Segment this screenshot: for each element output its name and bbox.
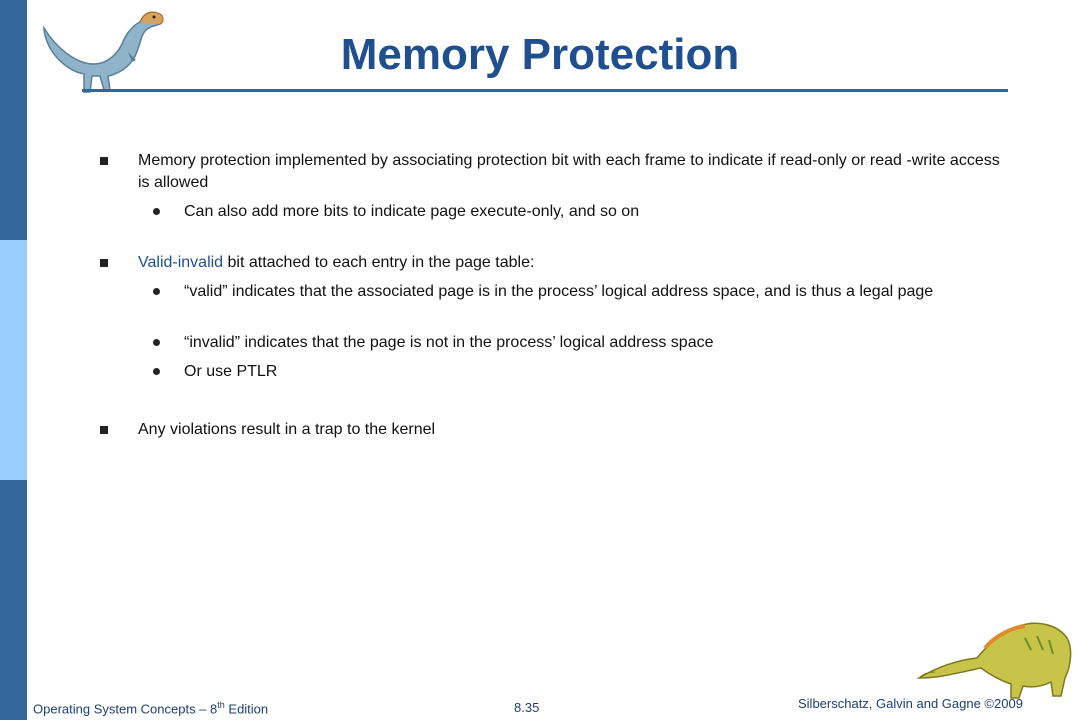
footer-page-number: 8.35 bbox=[514, 700, 540, 715]
highlighted-term: Valid-invalid bbox=[138, 254, 224, 271]
bullet-dot-icon bbox=[153, 368, 160, 375]
bullet-square-icon bbox=[100, 157, 108, 165]
sub-bullet-text: Can also add more bits to indicate page execute-only, and so on bbox=[184, 203, 640, 220]
bullet-text bbox=[138, 252, 1008, 274]
sub-bullet-text: Or use PTLR bbox=[184, 363, 278, 380]
sub-bullet-text: “invalid” indicates that the page is not in the process’ logical address space bbox=[184, 334, 714, 351]
bullet-text: Memory protection implemented by associating protection bit with each frame to indicate if read-only or read -write access is allowed bbox=[138, 152, 1000, 191]
dinosaur-icon bbox=[915, 608, 1075, 700]
bullet-dot-icon bbox=[153, 288, 160, 295]
bullet-text-rest: bit attached to each entry in the page table: bbox=[223, 254, 535, 271]
bullet-dot-icon bbox=[153, 208, 160, 215]
footer-authors: Silberschatz, Galvin and Gagne ©2009 bbox=[798, 696, 1023, 711]
bullet-text: Any violations result in a trap to the kernel bbox=[138, 421, 436, 438]
bullet-square-icon bbox=[100, 426, 108, 434]
footer-book-title: Operating System Concepts – 8th Edition bbox=[33, 700, 269, 717]
bullet-square-icon bbox=[100, 259, 108, 267]
bullet-dot-icon bbox=[153, 339, 160, 346]
sub-bullet-text: “valid” indicates that the associated page is in the process’ logical address space, and is thus a legal page bbox=[184, 283, 934, 300]
slide-title: Memory Protection bbox=[340, 30, 740, 79]
